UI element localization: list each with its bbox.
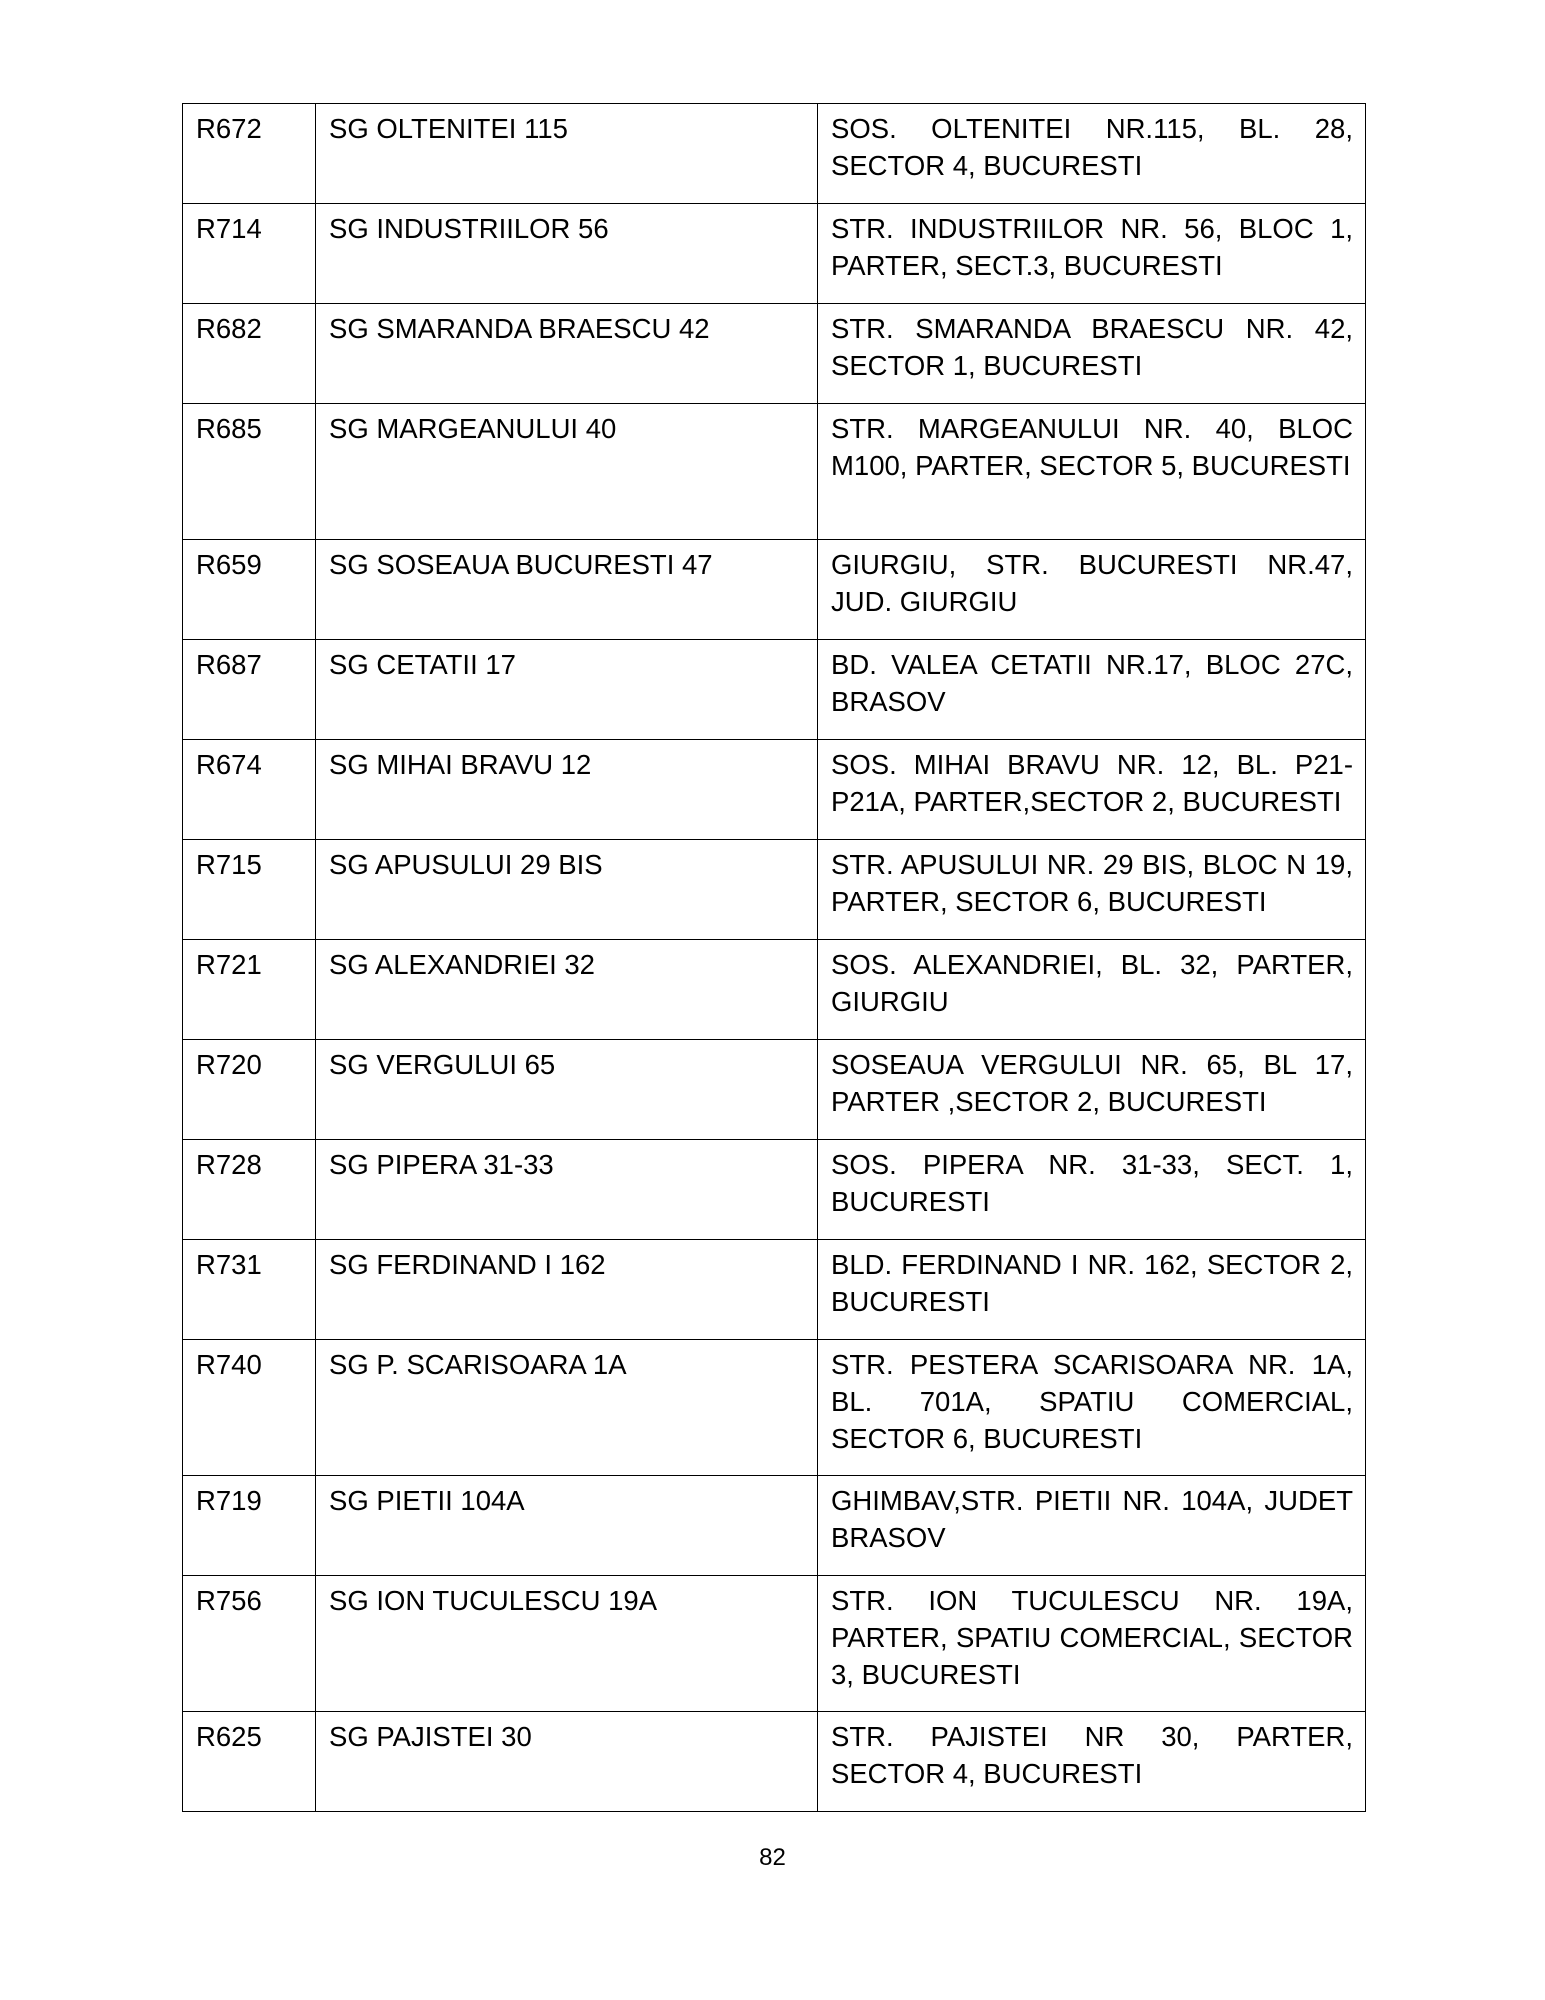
branch-code: R715: [196, 849, 262, 880]
branch-code-cell: [183, 1576, 316, 1712]
branch-code-cell: [183, 404, 316, 540]
table-row: [183, 840, 1366, 940]
table-row: [183, 640, 1366, 740]
branch-address: GIURGIU, STR. BUCURESTI NR.47, JUD. GIURGIU: [831, 549, 1353, 617]
branch-address-cell: [818, 940, 1366, 1040]
branch-name: SG OLTENITEI 115: [329, 113, 568, 144]
branch-name-cell: [316, 1340, 818, 1476]
table-row: [183, 1340, 1366, 1476]
branch-code-cell: [183, 1240, 316, 1340]
branch-address: STR. MARGEANULUI NR. 40, BLOC M100, PARTER, SECTOR 5, BUCURESTI: [831, 413, 1353, 481]
branch-name: SG ALEXANDRIEI 32: [329, 949, 595, 980]
table-row: [183, 940, 1366, 1040]
branch-code-cell: [183, 1712, 316, 1812]
branch-code-cell: [183, 204, 316, 304]
branch-name: SG CETATII 17: [329, 649, 516, 680]
branch-address-cell: [818, 304, 1366, 404]
branch-address: STR. SMARANDA BRAESCU NR. 42, SECTOR 1, BUCURESTI: [831, 313, 1353, 381]
branch-code: R721: [196, 949, 262, 980]
branch-name-cell: [316, 304, 818, 404]
table-row: [183, 540, 1366, 640]
table-row: [183, 1476, 1366, 1576]
branch-name-cell: [316, 740, 818, 840]
branch-table: [182, 103, 1366, 1812]
branch-address: BLD. FERDINAND I NR. 162, SECTOR 2, BUCURESTI: [831, 1249, 1353, 1317]
branch-address-cell: [818, 1712, 1366, 1812]
branch-address-cell: [818, 1476, 1366, 1576]
branch-address-cell: [818, 640, 1366, 740]
branch-code: R659: [196, 549, 262, 580]
branch-address-cell: [818, 1040, 1366, 1140]
branch-name-cell: [316, 1476, 818, 1576]
branch-address-cell: [818, 104, 1366, 204]
branch-code-cell: [183, 840, 316, 940]
branch-address-cell: [818, 404, 1366, 540]
branch-code: R731: [196, 1249, 262, 1280]
branch-name-cell: [316, 404, 818, 540]
table-row: [183, 404, 1366, 540]
branch-code: R674: [196, 749, 262, 780]
branch-name: SG APUSULUI 29 BIS: [329, 849, 603, 880]
branch-address-cell: [818, 1140, 1366, 1240]
table-row: [183, 1040, 1366, 1140]
branch-address: SOS. ALEXANDRIEI, BL. 32, PARTER, GIURGIU: [831, 949, 1353, 1017]
branch-address-cell: [818, 740, 1366, 840]
branch-name-cell: [316, 1240, 818, 1340]
page-number: 82: [759, 1844, 786, 1871]
branch-name-cell: [316, 1712, 818, 1812]
table-row: [183, 740, 1366, 840]
branch-code: R720: [196, 1049, 262, 1080]
branch-name-cell: [316, 1140, 818, 1240]
branch-code: R672: [196, 113, 262, 144]
branch-code-cell: [183, 104, 316, 204]
branch-name-cell: [316, 840, 818, 940]
table-row: [183, 204, 1366, 304]
branch-code: R714: [196, 213, 262, 244]
branch-name: SG PAJISTEI 30: [329, 1721, 532, 1752]
branch-address: STR. INDUSTRIILOR NR. 56, BLOC 1, PARTER, SECT.3, BUCURESTI: [831, 213, 1353, 281]
branch-code-cell: [183, 1340, 316, 1476]
branch-code-cell: [183, 1140, 316, 1240]
branch-address: STR. APUSULUI NR. 29 BIS, BLOC N 19, PARTER, SECTOR 6, BUCURESTI: [831, 849, 1353, 917]
branch-address: BD. VALEA CETATII NR.17, BLOC 27C, BRASOV: [831, 649, 1353, 717]
branch-code-cell: [183, 540, 316, 640]
branch-name: SG ION TUCULESCU 19A: [329, 1585, 658, 1616]
branch-name: SG VERGULUI 65: [329, 1049, 556, 1080]
branch-code-cell: [183, 940, 316, 1040]
branch-address-cell: [818, 840, 1366, 940]
branch-code-cell: [183, 1476, 316, 1576]
branch-name-cell: [316, 104, 818, 204]
branch-code: R719: [196, 1485, 262, 1516]
branch-name: SG SMARANDA BRAESCU 42: [329, 313, 710, 344]
branch-code: R687: [196, 649, 262, 680]
branch-name-cell: [316, 1040, 818, 1140]
branch-address: SOS. OLTENITEI NR.115, BL. 28, SECTOR 4, BUCURESTI: [831, 113, 1353, 181]
branch-name: SG MIHAI BRAVU 12: [329, 749, 592, 780]
branch-address: GHIMBAV,STR. PIETII NR. 104A, JUDET BRASOV: [831, 1485, 1353, 1553]
branch-code: R740: [196, 1349, 262, 1380]
branch-name: SG FERDINAND I 162: [329, 1249, 606, 1280]
branch-name-cell: [316, 940, 818, 1040]
branch-address: SOS. PIPERA NR. 31-33, SECT. 1, BUCURESTI: [831, 1149, 1353, 1217]
branch-name-cell: [316, 540, 818, 640]
branch-code: R756: [196, 1585, 262, 1616]
branch-code: R682: [196, 313, 262, 344]
branch-name: SG MARGEANULUI 40: [329, 413, 617, 444]
table-row: [183, 104, 1366, 204]
branch-address: STR. PAJISTEI NR 30, PARTER, SECTOR 4, BUCURESTI: [831, 1721, 1353, 1789]
branch-address-cell: [818, 540, 1366, 640]
branch-code: R685: [196, 413, 262, 444]
table-row: [183, 1712, 1366, 1812]
branch-code-cell: [183, 640, 316, 740]
table-row: [183, 1140, 1366, 1240]
branch-code: R728: [196, 1149, 262, 1180]
branch-code: R625: [196, 1721, 262, 1752]
branch-code-cell: [183, 1040, 316, 1140]
branch-name-cell: [316, 204, 818, 304]
branch-address-cell: [818, 204, 1366, 304]
branch-code-cell: [183, 740, 316, 840]
branch-name: SG P. SCARISOARA 1A: [329, 1349, 627, 1380]
branch-name: SG SOSEAUA BUCURESTI 47: [329, 549, 713, 580]
branch-name: SG INDUSTRIILOR 56: [329, 213, 609, 244]
branch-name-cell: [316, 640, 818, 740]
branch-code-cell: [183, 304, 316, 404]
table-row: [183, 304, 1366, 404]
branch-address: SOS. MIHAI BRAVU NR. 12, BL. P21-P21A, PARTER,SECTOR 2, BUCURESTI: [831, 749, 1353, 817]
branch-address-cell: [818, 1240, 1366, 1340]
branch-name-cell: [316, 1576, 818, 1712]
branch-address: STR. PESTERA SCARISOARA NR. 1A, BL. 701A, SPATIU COMERCIAL, SECTOR 6, BUCURESTI: [831, 1349, 1353, 1454]
branch-address-cell: [818, 1576, 1366, 1712]
table-row: [183, 1576, 1366, 1712]
branch-address: SOSEAUA VERGULUI NR. 65, BL 17, PARTER ,SECTOR 2, BUCURESTI: [831, 1049, 1353, 1117]
branch-name: SG PIPERA 31-33: [329, 1149, 554, 1180]
branch-address: STR. ION TUCULESCU NR. 19A, PARTER, SPATIU COMERCIAL, SECTOR 3, BUCURESTI: [831, 1585, 1353, 1690]
table-row: [183, 1240, 1366, 1340]
branch-address-cell: [818, 1340, 1366, 1476]
branch-name: SG PIETII 104A: [329, 1485, 525, 1516]
